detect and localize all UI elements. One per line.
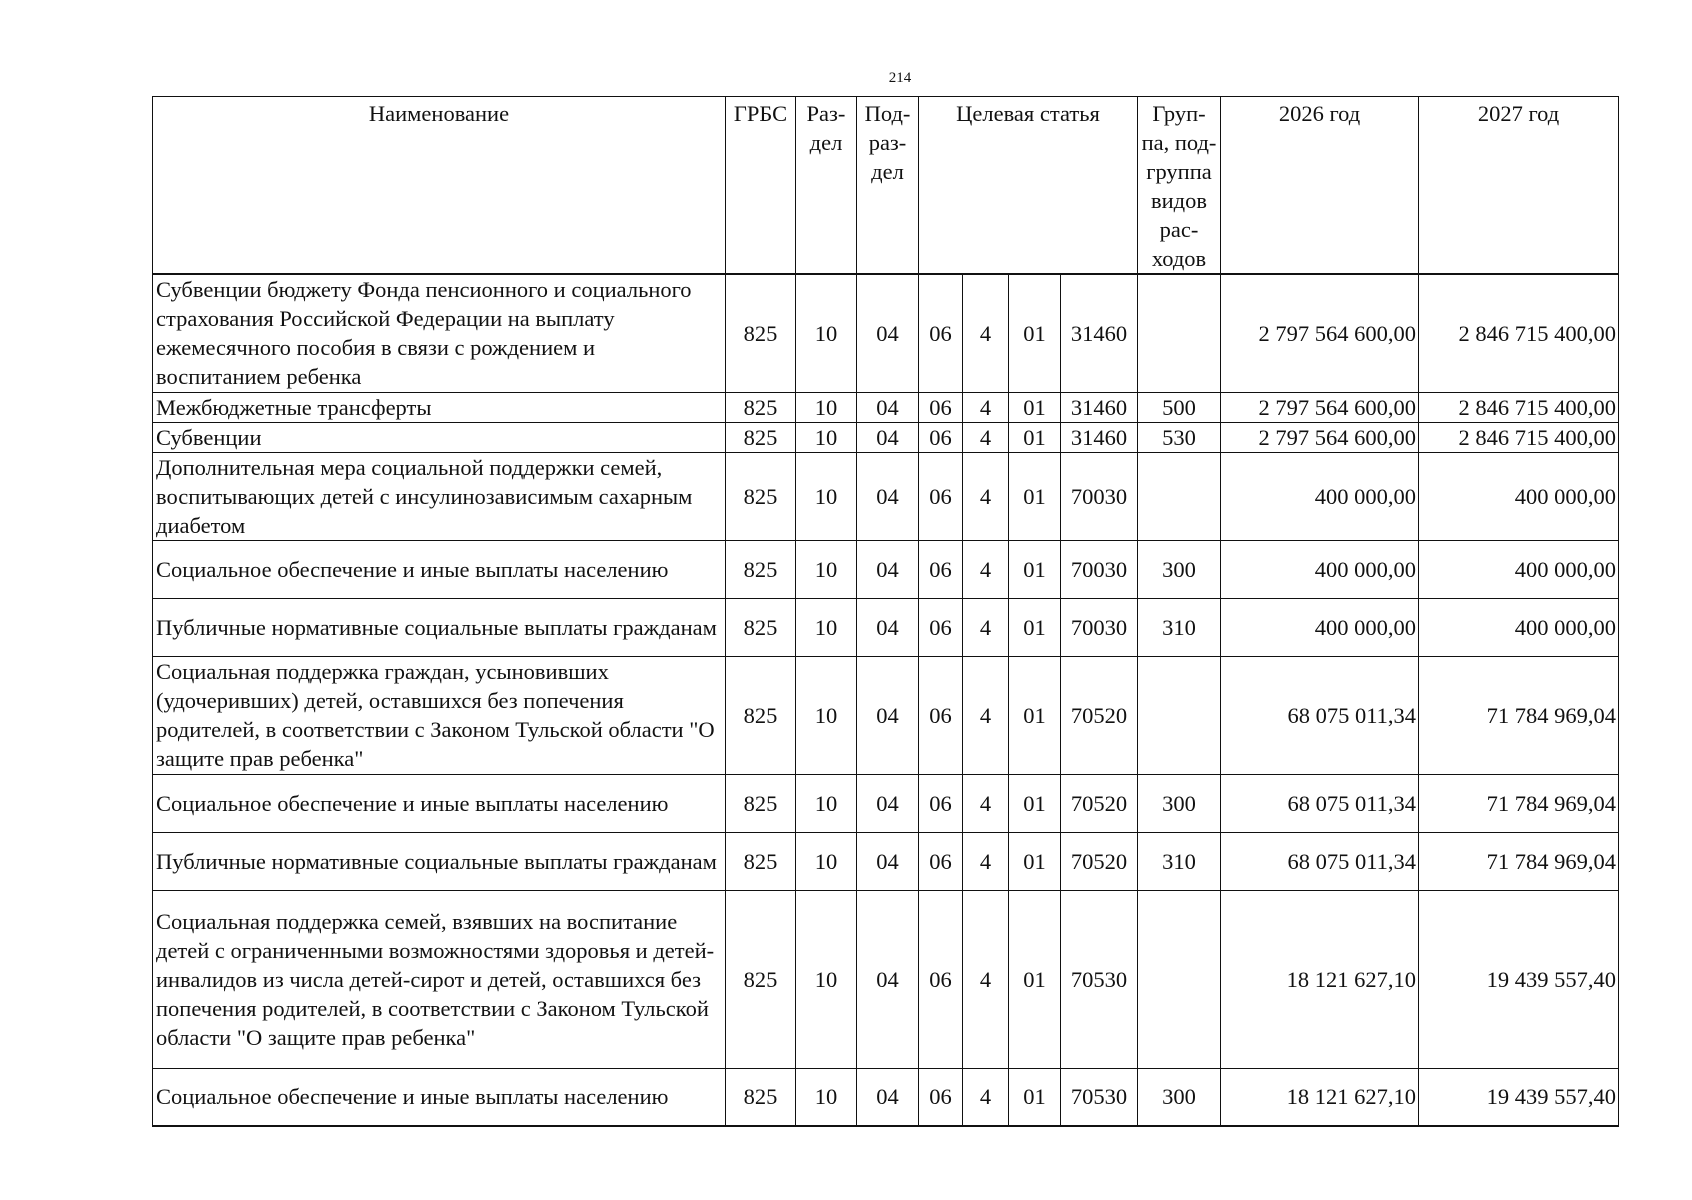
cell-podrazdel: 04	[857, 598, 919, 656]
cell-t1: 06	[919, 452, 963, 540]
cell-podrazdel: 04	[857, 392, 919, 422]
cell-y2026: 18 121 627,10	[1221, 890, 1419, 1068]
cell-razdel: 10	[796, 890, 857, 1068]
cell-group: 310	[1138, 832, 1221, 890]
cell-razdel: 10	[796, 656, 857, 774]
table-row	[153, 1068, 1619, 1126]
cell-podrazdel: 04	[857, 1068, 919, 1126]
header-2027: 2027 год	[1419, 97, 1619, 275]
cell-group: 310	[1138, 598, 1221, 656]
cell-podrazdel: 04	[857, 422, 919, 452]
table-row	[153, 274, 1619, 392]
cell-t2: 4	[963, 774, 1009, 832]
cell-y2027: 19 439 557,40	[1419, 890, 1619, 1068]
cell-t2: 4	[963, 274, 1009, 392]
cell-t3: 01	[1009, 452, 1061, 540]
cell-t4: 31460	[1061, 392, 1138, 422]
cell-t4: 70030	[1061, 598, 1138, 656]
cell-razdel: 10	[796, 452, 857, 540]
cell-t4: 70530	[1061, 890, 1138, 1068]
cell-grbs: 825	[726, 656, 796, 774]
cell-t3: 01	[1009, 1068, 1061, 1126]
cell-t4: 31460	[1061, 422, 1138, 452]
cell-group	[1138, 890, 1221, 1068]
cell-grbs: 825	[726, 598, 796, 656]
cell-group: 300	[1138, 774, 1221, 832]
header-podrazdel: Под-раз-дел	[857, 97, 919, 275]
cell-y2026: 2 797 564 600,00	[1221, 422, 1419, 452]
cell-t4: 70520	[1061, 832, 1138, 890]
cell-name: Публичные нормативные социальные выплаты гражданам	[153, 832, 726, 890]
cell-t3: 01	[1009, 598, 1061, 656]
cell-razdel: 10	[796, 540, 857, 598]
cell-group	[1138, 274, 1221, 392]
cell-group: 300	[1138, 540, 1221, 598]
table-body	[153, 274, 1619, 1126]
cell-name: Социальное обеспечение и иные выплаты населению	[153, 774, 726, 832]
cell-t2: 4	[963, 1068, 1009, 1126]
cell-t1: 06	[919, 774, 963, 832]
cell-t4: 70030	[1061, 452, 1138, 540]
cell-t3: 01	[1009, 274, 1061, 392]
cell-grbs: 825	[726, 1068, 796, 1126]
cell-grbs: 825	[726, 422, 796, 452]
table-header-row	[153, 97, 1619, 275]
cell-name: Публичные нормативные социальные выплаты гражданам	[153, 598, 726, 656]
header-target: Целевая статья	[919, 97, 1138, 275]
cell-y2026: 2 797 564 600,00	[1221, 392, 1419, 422]
cell-t1: 06	[919, 656, 963, 774]
cell-t3: 01	[1009, 890, 1061, 1068]
cell-podrazdel: 04	[857, 656, 919, 774]
cell-y2027: 400 000,00	[1419, 598, 1619, 656]
cell-t1: 06	[919, 540, 963, 598]
cell-name: Социальное обеспечение и иные выплаты населению	[153, 1068, 726, 1126]
cell-name: Социальная поддержка граждан, усыновивших (удочеривших) детей, оставшихся без попечения родителей, в соответствии с Законом Тульской области "О защите прав ребенка"	[153, 656, 726, 774]
header-name: Наименование	[153, 97, 726, 275]
cell-podrazdel: 04	[857, 274, 919, 392]
cell-group	[1138, 452, 1221, 540]
cell-name: Дополнительная мера социальной поддержки семей, воспитывающих детей с инсулинозависимым сахарным диабетом	[153, 452, 726, 540]
table-row	[153, 656, 1619, 774]
cell-t3: 01	[1009, 540, 1061, 598]
cell-t1: 06	[919, 392, 963, 422]
cell-t3: 01	[1009, 656, 1061, 774]
cell-t1: 06	[919, 1068, 963, 1126]
cell-t1: 06	[919, 274, 963, 392]
table-row	[153, 598, 1619, 656]
cell-y2027: 2 846 715 400,00	[1419, 392, 1619, 422]
cell-group: 500	[1138, 392, 1221, 422]
cell-y2026: 400 000,00	[1221, 540, 1419, 598]
cell-t1: 06	[919, 422, 963, 452]
cell-podrazdel: 04	[857, 890, 919, 1068]
cell-podrazdel: 04	[857, 774, 919, 832]
cell-y2026: 68 075 011,34	[1221, 656, 1419, 774]
cell-y2027: 2 846 715 400,00	[1419, 422, 1619, 452]
table-row	[153, 832, 1619, 890]
cell-y2026: 400 000,00	[1221, 452, 1419, 540]
table-row	[153, 890, 1619, 1068]
cell-grbs: 825	[726, 274, 796, 392]
cell-name: Субвенции	[153, 422, 726, 452]
cell-t2: 4	[963, 598, 1009, 656]
cell-t4: 70530	[1061, 1068, 1138, 1126]
table-row	[153, 392, 1619, 422]
header-razdel: Раз-дел	[796, 97, 857, 275]
cell-group: 530	[1138, 422, 1221, 452]
cell-t2: 4	[963, 656, 1009, 774]
cell-t4: 70520	[1061, 656, 1138, 774]
cell-group: 300	[1138, 1068, 1221, 1126]
cell-y2026: 400 000,00	[1221, 598, 1419, 656]
cell-y2026: 68 075 011,34	[1221, 774, 1419, 832]
cell-razdel: 10	[796, 274, 857, 392]
cell-razdel: 10	[796, 598, 857, 656]
cell-group	[1138, 656, 1221, 774]
cell-razdel: 10	[796, 832, 857, 890]
cell-t2: 4	[963, 890, 1009, 1068]
budget-table	[152, 96, 1619, 1127]
cell-t4: 31460	[1061, 274, 1138, 392]
cell-grbs: 825	[726, 774, 796, 832]
cell-t2: 4	[963, 422, 1009, 452]
cell-grbs: 825	[726, 392, 796, 422]
cell-razdel: 10	[796, 1068, 857, 1126]
cell-t2: 4	[963, 540, 1009, 598]
cell-y2027: 400 000,00	[1419, 540, 1619, 598]
cell-y2027: 71 784 969,04	[1419, 832, 1619, 890]
cell-razdel: 10	[796, 774, 857, 832]
cell-t3: 01	[1009, 774, 1061, 832]
cell-grbs: 825	[726, 452, 796, 540]
cell-name: Субвенции бюджету Фонда пенсионного и социального страхования Российской Федерации на выплату ежемесячного пособия в связи с рождением и воспитанием ребенка	[153, 274, 726, 392]
cell-podrazdel: 04	[857, 452, 919, 540]
cell-razdel: 10	[796, 422, 857, 452]
cell-t3: 01	[1009, 422, 1061, 452]
table-row	[153, 540, 1619, 598]
cell-podrazdel: 04	[857, 832, 919, 890]
cell-razdel: 10	[796, 392, 857, 422]
page-number: 214	[888, 70, 912, 86]
cell-t2: 4	[963, 832, 1009, 890]
cell-t1: 06	[919, 832, 963, 890]
cell-y2027: 71 784 969,04	[1419, 774, 1619, 832]
header-grbs: ГРБС	[726, 97, 796, 275]
cell-y2027: 400 000,00	[1419, 452, 1619, 540]
table-row	[153, 422, 1619, 452]
cell-grbs: 825	[726, 540, 796, 598]
cell-name: Социальная поддержка семей, взявших на воспитание детей с ограниченными возможностями здоровья и детей-инвалидов из числа детей-сирот и детей, оставшихся без попечения родителей, в соответствии с Законом Тульской области "О защите прав ребенка"	[153, 890, 726, 1068]
cell-name: Социальное обеспечение и иные выплаты населению	[153, 540, 726, 598]
cell-t1: 06	[919, 890, 963, 1068]
cell-t2: 4	[963, 452, 1009, 540]
header-2026: 2026 год	[1221, 97, 1419, 275]
table-row	[153, 452, 1619, 540]
cell-name: Межбюджетные трансферты	[153, 392, 726, 422]
cell-grbs: 825	[726, 832, 796, 890]
cell-t1: 06	[919, 598, 963, 656]
cell-y2027: 2 846 715 400,00	[1419, 274, 1619, 392]
cell-t3: 01	[1009, 392, 1061, 422]
cell-grbs: 825	[726, 890, 796, 1068]
cell-y2027: 71 784 969,04	[1419, 656, 1619, 774]
cell-t2: 4	[963, 392, 1009, 422]
cell-y2026: 68 075 011,34	[1221, 832, 1419, 890]
cell-y2027: 19 439 557,40	[1419, 1068, 1619, 1126]
cell-y2026: 18 121 627,10	[1221, 1068, 1419, 1126]
header-group: Груп-па, под-группа видов рас-ходов	[1138, 97, 1221, 275]
cell-podrazdel: 04	[857, 540, 919, 598]
cell-t3: 01	[1009, 832, 1061, 890]
cell-t4: 70520	[1061, 774, 1138, 832]
cell-t4: 70030	[1061, 540, 1138, 598]
cell-y2026: 2 797 564 600,00	[1221, 274, 1419, 392]
table-row	[153, 774, 1619, 832]
